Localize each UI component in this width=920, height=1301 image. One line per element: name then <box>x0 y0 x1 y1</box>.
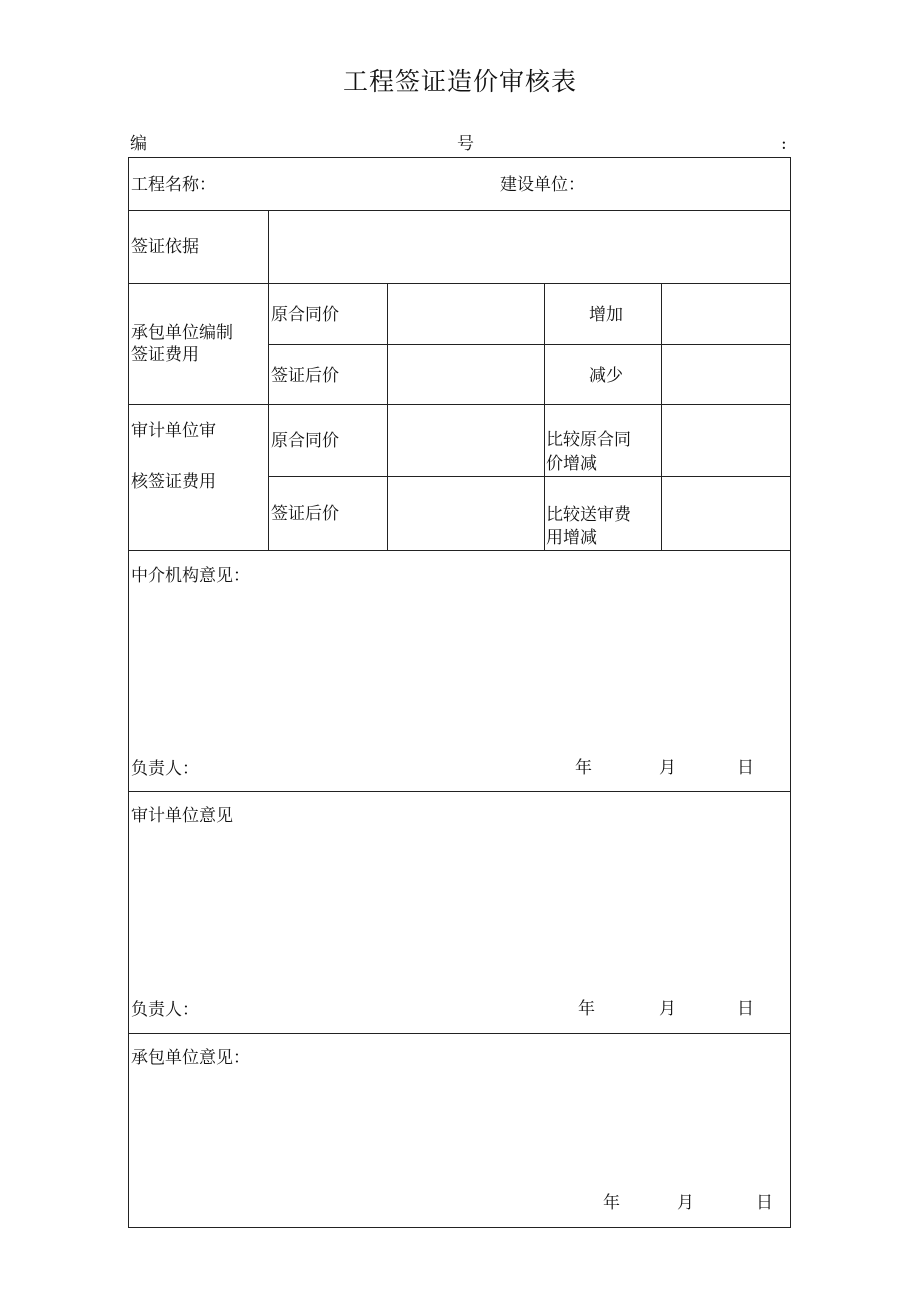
audit-cost-label-line1: 审计单位审 <box>131 421 216 441</box>
col-line <box>387 283 388 551</box>
page-title: 工程签证造价审核表 <box>342 67 577 96</box>
audit-after-price-label: 签证后价 <box>271 504 339 524</box>
audit-day-label: 日 <box>737 999 754 1019</box>
audit-year-label: 年 <box>578 999 595 1019</box>
compare-submit-line2: 用增减 <box>546 528 597 548</box>
serial-colon: : <box>781 134 787 154</box>
serial-label-char1: 编 <box>130 134 147 154</box>
compare-submit-line1: 比较送审费 <box>546 505 631 525</box>
contractor-cost-label-line1: 承包单位编制 <box>131 323 233 343</box>
row-line <box>128 283 791 284</box>
table-border-top <box>128 157 791 158</box>
table-border-left <box>128 157 129 1228</box>
contractor-after-price-label: 签证后价 <box>271 366 339 386</box>
row-line <box>128 1033 791 1034</box>
basis-label: 签证依据 <box>131 237 199 257</box>
col-line <box>661 283 662 551</box>
table-border-bottom <box>128 1227 791 1228</box>
table-border-right <box>790 157 791 1228</box>
row-line <box>128 210 791 211</box>
agency-opinion-label: 中介机构意见： <box>131 566 250 586</box>
col-line <box>544 283 545 551</box>
contractor-original-price-label: 原合同价 <box>271 305 339 325</box>
row-line <box>268 476 791 477</box>
audit-month-label: 月 <box>659 999 676 1019</box>
row-line <box>128 791 791 792</box>
row-line <box>128 404 791 405</box>
contractor-day-label: 日 <box>756 1193 773 1213</box>
serial-label-char2: 号 <box>457 134 474 154</box>
decrease-label: 减少 <box>589 366 623 386</box>
agency-month-label: 月 <box>659 758 676 778</box>
col-line <box>268 210 269 551</box>
agency-day-label: 日 <box>737 758 754 778</box>
audit-cost-label-line2: 核签证费用 <box>131 472 216 492</box>
audit-responsible-label: 负责人： <box>131 1000 199 1020</box>
builder-label: 建设单位： <box>500 175 585 195</box>
increase-label: 增加 <box>589 305 623 325</box>
contractor-month-label: 月 <box>677 1193 694 1213</box>
contractor-year-label: 年 <box>603 1193 620 1213</box>
row-line <box>268 344 791 345</box>
agency-year-label: 年 <box>575 758 592 778</box>
agency-responsible-label: 负责人： <box>131 759 199 779</box>
audit-opinion-label: 审计单位意见 <box>131 806 233 826</box>
row-line <box>128 550 791 551</box>
project-name-label: 工程名称： <box>131 175 216 195</box>
contractor-opinion-label: 承包单位意见： <box>131 1048 250 1068</box>
compare-original-line2: 价增减 <box>546 454 597 474</box>
compare-original-line1: 比较原合同 <box>546 430 631 450</box>
audit-original-price-label: 原合同价 <box>271 431 339 451</box>
contractor-cost-label-line2: 签证费用 <box>131 345 199 365</box>
